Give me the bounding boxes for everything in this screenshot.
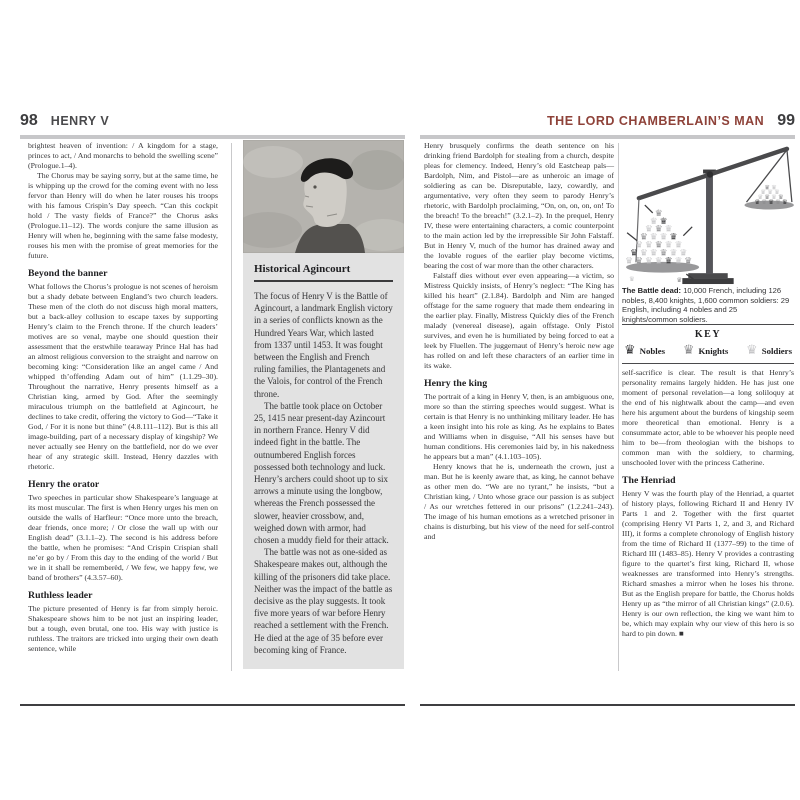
page-bottom-rule [420, 704, 795, 706]
scales-pillar [706, 174, 713, 275]
paragraph: Henry brusquely confirms the death sentence on his drinking friend Bardolph for stealing from a church, despite pleas for clemency. Indeed, Henry’s old Eastcheap pals—Bardolph, Nim, and Pistol—are as unheroic an image of soldiering as can be. Disreputable, lazy, cowardly, and argumentative, very often they seem to parody Henry’s rhetoric, with Bardolph proclaiming, “On, on, on, on, on! To the breach! To the breach!” (3.2.1–2). In the prequel, Henry IV, these were entertaining characters, a comic counterpoint to the main action led by the irrepressible Sir John Falstaff. But in Henry V, much of the humor has drained away and the lovable rogues of the earlier play become victims, bearing the cost of war more than the other characters. [424, 141, 614, 270]
knight-crown-icon: ♛ [682, 343, 695, 358]
column-divider [231, 143, 232, 671]
battle-dead-scales-illustration [622, 136, 794, 286]
svg-text:♛: ♛ [649, 248, 658, 259]
svg-text:♛: ♛ [644, 224, 653, 235]
column-divider [618, 143, 619, 671]
key-item-soldiers [746, 344, 792, 357]
svg-text:♛: ♛ [634, 240, 643, 251]
sidebar-paragraph: The focus of Henry V is the Battle of Agincourt, a landmark English victory in a series of conflicts known as the Hundred Years War, which lasted from 1337 until 1453. It was fought between the English and French ruling families, the Plantagenets and the Valois, for control of the French throne. [254, 291, 393, 399]
noble-crown-icon: ♛ [624, 343, 636, 358]
paragraph: Two speeches in particular show Shakespeare’s language at its most muscular. The first is when Henry urges his men on outside the walls of Harfleur: “Once more unto the breach, dear friends, once more; / Or close the wall up with our English dead” (3.1.1–2). The second is his address before the battle, when he promises: “And Crispin Crispian shall ne’er go by / From this day to the ending of the world / But we in it shall be rememberèd, / We few, we happy few, we band of brothers” (4.3.57–60). [28, 493, 218, 582]
paragraph: self-sacrifice is clear. The result is that Henry’s personality remains largely hidden. He has just one moment of personal revelation—a long soliloquy at the end of his nightwalk about the camp—and even here his argument about the burdens of kingship seem more theoretical than emotional. Henry is a consummate actor, able to be whoever his people need him to be—from theologian with the bishops to common man with the soldiery, to charming, unschooled lover with the princess Catherine. [622, 368, 794, 467]
key-row [624, 344, 792, 357]
historical-agincourt-box [243, 253, 404, 669]
right-page-text-column-2 [622, 368, 794, 639]
scales-infographic [622, 136, 794, 286]
svg-text:♛: ♛ [664, 224, 673, 235]
henry-v-portrait [243, 140, 404, 253]
page-number-right: 99 [777, 112, 795, 129]
svg-text:♛: ♛ [639, 248, 648, 259]
svg-text:♛: ♛ [782, 198, 788, 207]
paragraph: What follows the Chorus’s prologue is not scenes of heroism but a shady debate between England’s two church leaders. These men of the cloth do not discuss high moral matters, but a back-alley collusion to escape taxes by supporting Henry’s claim to the French throne. If the church leaders’ motives are so venal, maybe one should question their assessment that the erstwhile tearaway Prince Hal has had an almost religious conversion to the straight and narrow on becoming king: “Consideration like an angel came / And whipped th’offending Adam out of him” (1.1.29–30). Throughout the narrative, Henry presents himself as a Christian king, armed by God. After the seemingly miraculous triumph on the battlefield at Agincourt, he declines to take credit, offering the victory to God—“Take it God, / For it is none but thine” (4.8.111–112). But is this all image-building, part of a necessary display of kingship? We never actually see Henry on the battlefield, nor do we ever hear of any strategic skill. Instead, Henry dazzles with rhetoric. [28, 282, 218, 471]
sidebar-paragraph: The battle was not as one-sided as Shakespeare makes out, although the killing of the prisoners did take place. Neither was the impact of the battle as decisive as the play suggests. It took five more years of war before Henry reached a settlement with the French. He died at the age of 35 before ever becoming king of France. [254, 547, 393, 655]
svg-text:♛: ♛ [757, 193, 764, 202]
svg-text:♛: ♛ [654, 208, 663, 219]
french-dead-pile [625, 209, 692, 266]
svg-text:♛: ♛ [684, 256, 693, 267]
svg-text:♛: ♛ [630, 248, 639, 259]
svg-text:♛: ♛ [674, 256, 683, 267]
svg-text:♛: ♛ [669, 232, 678, 243]
french-dead-pan [625, 205, 699, 284]
paragraph: Henry V was the fourth play of the Henriad, a quartet of history plays, following Richard II and Henry IV Parts 1 and 2. Together with the first quartet (comprising Henry VI Parts 1, 2, and 3, and Richard III), it forms a complete chronology of English history from the time of Richard II (1377–99) to the time of Richard III (1483–85). Henry V provides a contrasting figure to the quartet’s first king, Richard II, whose weaknesses are transformed into Henry’s strengths. Richard smashes a mirror when he loses his throne. But as the English prepare for battle, the Chorus holds Henry up as “the mirror of all Christian kings” (2.0.6). Henry is our own reflection, the king we want him to be, which may explain why our view of this hero is so hard to pin down. ■ [622, 489, 794, 638]
paragraph: brightest heaven of invention: / A kingdom for a stage, princes to act, / And monarchs to behold the swelling scene” (Prologue.1–4). [28, 141, 218, 170]
key-legend [622, 324, 794, 364]
key-item-knights [683, 344, 728, 357]
key-label: Knights [698, 345, 729, 356]
left-running-header [20, 112, 405, 139]
sidebar-title: Historical Agincourt [254, 263, 393, 282]
soldier-crown-icon: ♛ [746, 343, 758, 358]
section-heading-henry-the-orator: Henry the orator [28, 479, 100, 490]
key-label: Nobles [639, 345, 666, 356]
svg-text:♛: ♛ [778, 193, 784, 202]
svg-text:♛: ♛ [674, 240, 683, 251]
scattered-dead [629, 275, 682, 284]
svg-text:♛: ♛ [644, 240, 653, 251]
svg-text:♛: ♛ [760, 188, 767, 197]
svg-text:♛: ♛ [761, 198, 768, 207]
svg-text:♛: ♛ [771, 193, 777, 202]
svg-text:♛: ♛ [669, 248, 678, 259]
svg-text:♛: ♛ [764, 193, 770, 202]
sidebar-paragraph: The battle took place on October 25, 1415 near present-day Azincourt in northern France. Henry V did indeed fight in the battle. The outnumbered English forces possessed both technology and luck. Henry’s archers could shoot up to six arrows a minute using the longbow, whereas the French possessed the slower, heavier crossbow, and, weighed down with armor, had chosen a muddy field for their attack. [254, 400, 389, 546]
svg-text:♛: ♛ [767, 188, 773, 197]
key-title: KEY [694, 329, 722, 340]
svg-text:♛: ♛ [664, 256, 673, 267]
svg-text:♛: ♛ [649, 216, 658, 227]
left-page-text-column [28, 141, 218, 654]
svg-text:♛: ♛ [629, 275, 635, 284]
paragraph: Henry knows that he is, underneath the crown, just a man. But he is keenly aware that, as king, he cannot behave as other men do. “We are no tyrant,” he insists, “but a Christian king, / Unto whose grace our passion is as subject / As our wretches fettered in our prisons” (1.2.241–243). The image of his human emotions as a wretched prisoner in chains is disturbing, but his view of the need for self-control and [424, 462, 614, 541]
key-label: Soldiers [761, 345, 792, 356]
section-heading-the-henriad: The Henriad [622, 475, 676, 486]
svg-text:♛: ♛ [625, 256, 634, 267]
svg-text:♛: ♛ [774, 188, 780, 197]
svg-text:♛: ♛ [644, 256, 653, 267]
paragraph: The picture presented of Henry is far from simply heroic. Shakespeare shows him to be not just an inspiring leader, but a tough, even brutal, one too. His way with justice is ruthless. The traitors are tricked into urging their own death sentence, while [28, 604, 218, 653]
key-item-nobles [624, 344, 665, 357]
svg-text:♛: ♛ [768, 198, 774, 207]
svg-text:♛: ♛ [764, 183, 770, 192]
svg-text:♛: ♛ [639, 232, 648, 243]
page-bottom-rule [20, 704, 405, 706]
svg-text:♛: ♛ [659, 216, 668, 227]
caption-label: The Battle dead: [622, 286, 682, 295]
svg-text:♛: ♛ [664, 240, 673, 251]
right-running-header [420, 112, 795, 139]
scales-base [682, 273, 733, 284]
section-heading-beyond-the-banner: Beyond the banner [28, 268, 108, 279]
svg-text:♛: ♛ [634, 256, 643, 267]
svg-text:♛: ♛ [649, 232, 658, 243]
section-heading-henry-the-king: Henry the king [424, 378, 488, 389]
paragraph: Falstaff dies without ever even appearing—a victim, so Mistress Quickly insists, of Henry’s neglect: “The King has killed his heart” (2.1.84). Bardolph and Nim are hanged offstage for the same roguery that made them endearing in the earlier play. Finally, Mistress Quickly dies of the French malady (venereal disease), again offstage. Only Pistol survives, and even he is humiliated by being forced to eat a leek by Fluellen. The juggernaut of Henry’s heroic new age has rolled on and left these characters of an earlier time in its wake. [424, 271, 614, 370]
svg-text:♛: ♛ [654, 240, 663, 251]
henry-v-portrait-engraving [243, 140, 404, 253]
paragraph: The Chorus may be saying sorry, but at the same time, he is whipping up the crowd for the coming event with no less fervor than Henry will do when he later rouses his troops with his famous Crispin’s Day speech. “Can this cockpit hold / The vasty fields of France?” the Chorus asks (Prologue.11–12). The words conjure the same illusion as Henry will when he, beginning with the same false modesty, rouses his men with the promise of great memories for the future. [28, 171, 218, 260]
svg-text:♛: ♛ [676, 276, 683, 285]
caption-text: 10,000 French, including 126 nobles, 8,400 knights, 1,600 common soldiers: 29 English, including 4 nobles and 25 knights/common soldiers. [622, 286, 790, 324]
scales-pivot [707, 171, 713, 177]
svg-text:♛: ♛ [679, 248, 688, 259]
svg-text:♛: ♛ [654, 256, 663, 267]
svg-text:♛: ♛ [775, 198, 781, 207]
svg-text:♛: ♛ [754, 198, 761, 207]
running-head-right: THE LORD CHAMBERLAIN’S MAN [547, 114, 765, 128]
section-heading-ruthless-leader: Ruthless leader [28, 590, 93, 601]
english-dead-pile [754, 183, 788, 206]
svg-text:♛: ♛ [659, 248, 668, 259]
running-head-left: HENRY V [50, 114, 110, 128]
svg-text:♛: ♛ [654, 224, 663, 235]
infographic-caption [622, 286, 794, 324]
right-page-text-column-1 [424, 141, 614, 542]
paragraph: The portrait of a king in Henry V, then, is an ambiguous one, more so than the stirring speeches would suggest. What is certain is that Henry is no unthinking military leader. He has a keen insight into his role as king. As he explains to Bates and Williams when in disguise, “All his senses have but human conditions. His ceremonies laid by, in his nakedness he appears but a man” (4.1.103–105). [424, 392, 614, 461]
page-number-left: 98 [20, 112, 38, 129]
svg-text:♛: ♛ [771, 183, 777, 192]
svg-text:♛: ♛ [659, 232, 668, 243]
